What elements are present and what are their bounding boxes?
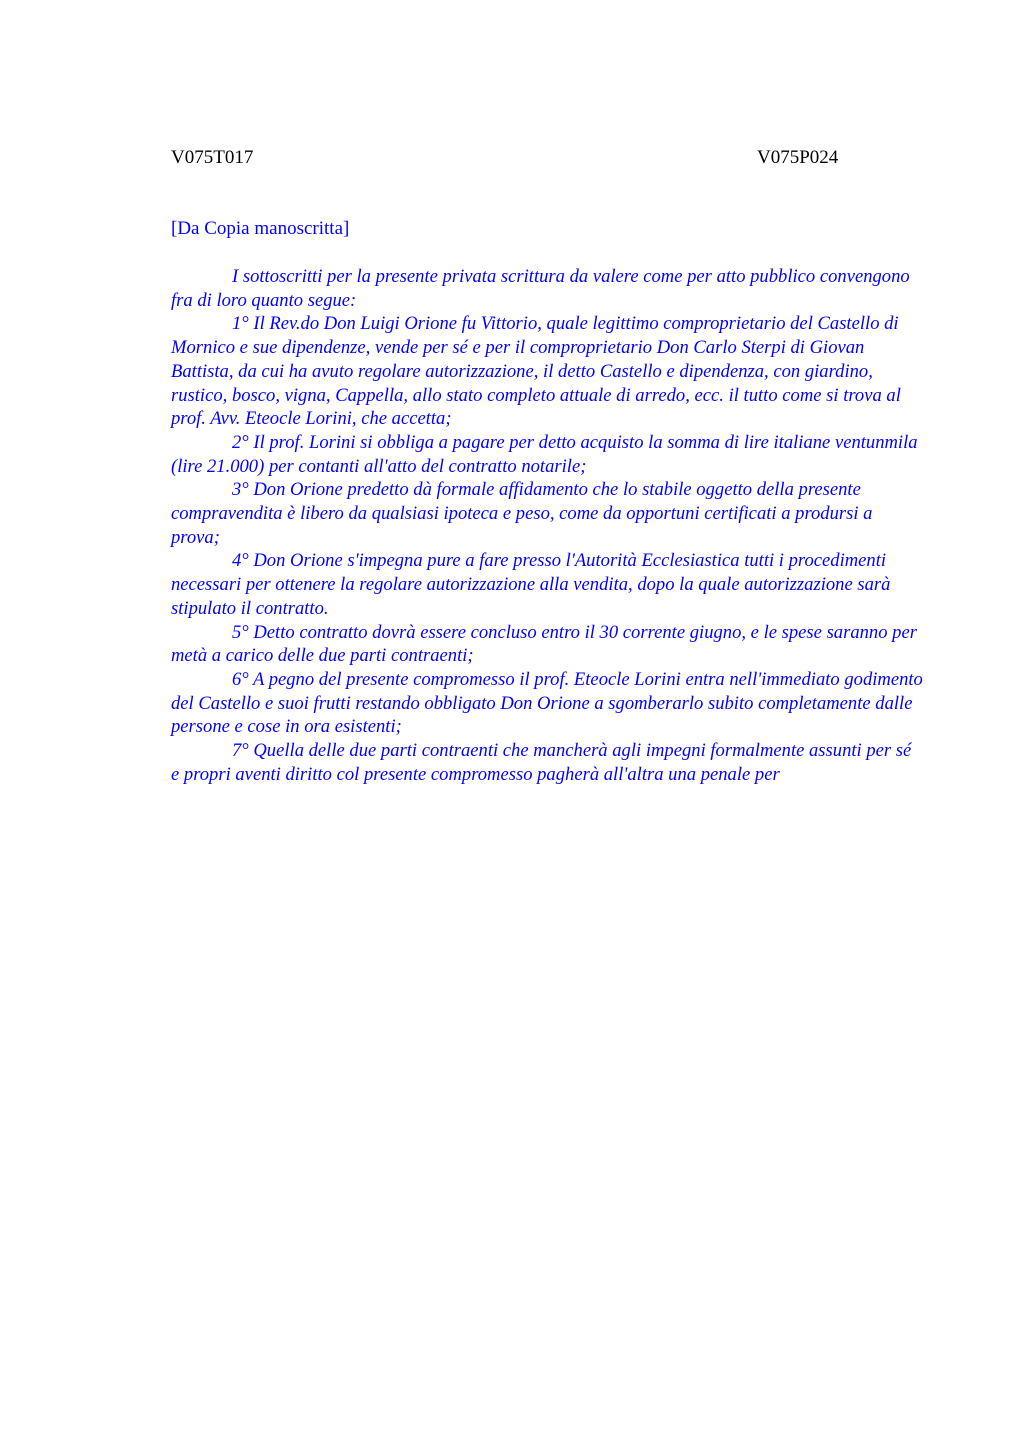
clause-3: 3° Don Orione predetto dà formale affidamento che lo stabile oggetto della presente compravendita è libero da qualsiasi ipoteca e peso, come da opportuni certificati a prodursi a prova; [171, 479, 873, 548]
clause-6: 6° A pegno del presente compromesso il prof. Eteocle Lorini entra nell'immediato godimento del Castello e suoi frutti restando obbligato Don Orione a sgomberarlo subito completamente dalle persone e cose in ora esistenti; [171, 668, 923, 738]
clause-2: 2° Il prof. Lorini si obbliga a pagare per detto acquisto la somma di lire italiane ventunmila (lire 21.000) per contanti all'atto del contratto notarile; [171, 431, 918, 477]
clause-4: 4° Don Orione s'impegna pure a fare presso l'Autorità Ecclesiastica tutti i procedimenti necessari per ottenere la regolare autorizzazione alla vendita, dopo la quale autorizzazione sarà stipulato il contratto. [171, 550, 891, 619]
intro-paragraph: I sottoscritti per la presente privata scrittura da valere come per atto pubblico convengono fra di loro quanto segue: [171, 266, 910, 311]
clause-5: 5° Detto contratto dovrà essere concluso entro il 30 corrente giugno, e le spese saranno per metà a carico delle due parti contraenti; [171, 621, 917, 667]
document-code-left: V075T017 [171, 147, 254, 168]
contract-body [171, 265, 923, 786]
document-code-right: V075P024 [757, 147, 839, 168]
source-note: [Da Copia manoscritta] [171, 218, 350, 239]
clause-7: 7° Quella delle due parti contraenti che mancherà agli impegni formalmente assunti per sé e propri aventi diritto col presente compromesso pagherà all'altra una penale per [171, 740, 912, 785]
clause-1: 1° Il Rev.do Don Luigi Orione fu Vittorio, quale legittimo comproprietario del Castello di Mornico e sue dipendenze, vende per sé e per il comproprietario Don Carlo Sterpi di Giovan Battista, da cui ha avuto regolare autorizzazione, il detto Castello e dipendenza, con giardino, rustico, bosco, vigna, Cappella, allo stato completo attuale di arredo, ecc. il tutto come si trova al prof. Avv. Eteocle Lorini, che accetta; [171, 313, 901, 430]
